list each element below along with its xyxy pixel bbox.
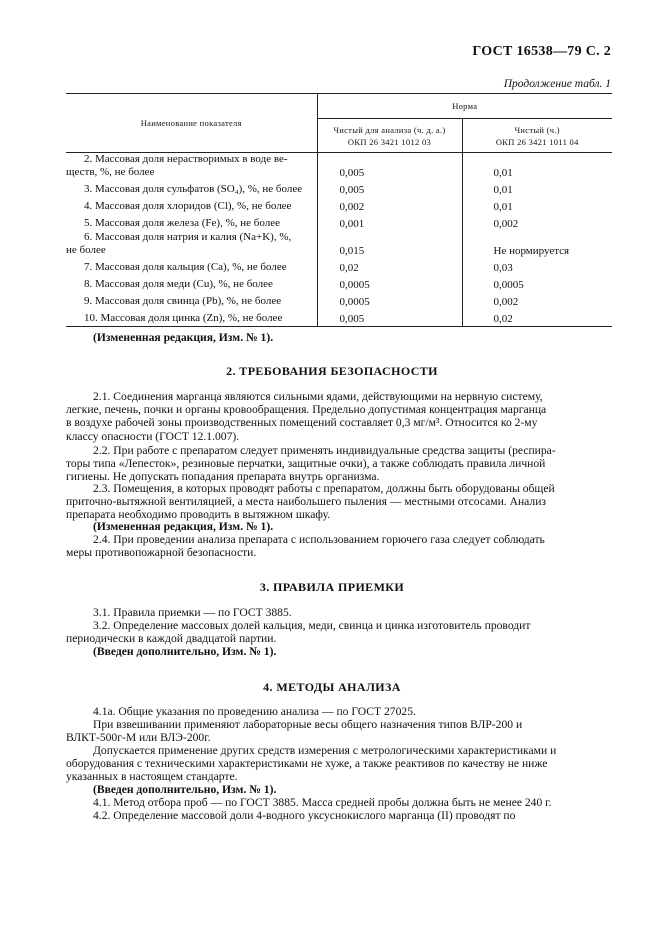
value-pure-for-analysis: 0,015 <box>317 231 462 258</box>
indicator-name <box>66 180 317 197</box>
amendment-note-3: (Введен дополнительно, Изм. № 1). <box>93 645 277 658</box>
indicator-name-line: 7. Массовая доля кальция (Ca), %, не более <box>84 261 287 273</box>
indicator-name <box>66 231 317 258</box>
column-a-header <box>317 119 462 153</box>
paragraph-2-1 <box>66 390 598 443</box>
column-a-title: Чистый для анализа (ч. д. а.) <box>333 124 446 135</box>
value-pure-for-analysis: 0,005 <box>317 180 462 197</box>
value-pure: Не нормируется <box>462 231 612 258</box>
document-reference: ГОСТ 16538—79 С. 2 <box>472 44 611 59</box>
column-a-code: ОКП 26 3421 1012 03 <box>347 136 432 147</box>
indicator-name <box>66 197 317 214</box>
text-line: классу опасности (ГОСТ 12.1.007). <box>66 429 240 443</box>
text-line: указанных в настоящем стандарте. <box>66 770 238 784</box>
paragraph-3-1: 3.1. Правила приемки — по ГОСТ 3885. <box>93 606 292 619</box>
indicator-name-line: 2. Массовая доля нерастворимых в воде ве- <box>84 153 288 165</box>
column-b-code: ОКП 26 3421 1011 04 <box>495 136 579 147</box>
table-row <box>66 231 612 258</box>
norms-table <box>66 93 612 327</box>
indicator-name-line: 3. Массовая доля сульфатов (SO₄), %, не более <box>84 183 303 195</box>
table-header-row <box>66 94 612 119</box>
amendment-note-4: (Введен дополнительно, Изм. № 1). <box>93 783 277 796</box>
text-line: гигиены. Не допускать попадания препарата внутрь организма. <box>66 470 380 484</box>
table-row <box>66 180 612 197</box>
paragraph-2-3 <box>66 482 598 522</box>
indicator-name <box>66 214 317 231</box>
text-line: торы типа «Лепесток», резиновые перчатки, защитные очки), а также соблюдать правила личной <box>66 457 546 471</box>
column-b-header <box>462 119 612 153</box>
value-pure-for-analysis: 0,005 <box>317 153 462 181</box>
indicator-name <box>66 275 317 292</box>
table-row <box>66 153 612 181</box>
table-row <box>66 309 612 327</box>
section-3-title: 3. ПРАВИЛА ПРИЕМКИ <box>259 580 405 594</box>
indicator-name <box>66 153 317 181</box>
indicator-name-line: ществ, %, не более <box>66 166 155 178</box>
paragraph-4-2: 4.2. Определение массовой доли 4-водного уксуснокислого марганца (II) проводят по <box>93 809 516 822</box>
value-pure: 0,01 <box>462 180 612 197</box>
text-line: периодически в каждой двадцатой партии. <box>66 632 277 646</box>
indicator-name-line: не более <box>66 244 106 256</box>
value-pure-for-analysis: 0,005 <box>317 309 462 327</box>
text-line: 2.1. Соединения марганца являются сильными ядами, действующими на нервную систему, <box>93 390 543 403</box>
value-pure: 0,02 <box>462 309 612 327</box>
value-pure-for-analysis: 0,0005 <box>317 275 462 292</box>
text-line: оборудования с техническими характеристиками не хуже, а также реактивов по качеству не ниже <box>66 757 548 771</box>
text-line: 2.3. Помещения, в которых проводят работы с препаратом, должны быть оборудованы общей <box>93 482 555 495</box>
text-line: 2.4. При проведении анализа препарата с использованием горючего газа следует соблюдать <box>93 533 545 546</box>
column-norm-header: Норма <box>317 94 612 119</box>
table-row <box>66 197 612 214</box>
indicator-name-line: 4. Массовая доля хлоридов (Cl), %, не более <box>84 200 292 212</box>
table-row <box>66 292 612 309</box>
text-line: 2.2. При работе с препаратом следует применять индивидуальные средства защиты (респира- <box>93 444 556 457</box>
value-pure-for-analysis: 0,0005 <box>317 292 462 309</box>
value-pure-for-analysis: 0,002 <box>317 197 462 214</box>
indicator-name-line: 6. Массовая доля натрия и калия (Na+K), %, <box>84 231 292 243</box>
value-pure: 0,01 <box>462 197 612 214</box>
paragraph-4-equipment <box>66 744 598 784</box>
paragraph-4-1a: 4.1а. Общие указания по проведению анализа — по ГОСТ 27025. <box>93 705 416 718</box>
indicator-name <box>66 292 317 309</box>
indicator-name-line: 8. Массовая доля меди (Cu), %, не более <box>84 278 273 290</box>
text-line: 3.2. Определение массовых долей кальция, меди, свинца и цинка изготовитель проводит <box>93 619 531 632</box>
value-pure: 0,01 <box>462 153 612 181</box>
table-row <box>66 258 612 275</box>
value-pure: 0,002 <box>462 214 612 231</box>
text-line: приточно-вытяжной вентиляцией, а места наибольшего пыления — местными отсосами. Анализ <box>66 495 546 509</box>
column-b-title: Чистый (ч.) <box>514 124 560 135</box>
indicator-name-line: 5. Массовая доля железа (Fe), %, не более <box>84 217 280 229</box>
table-body <box>66 153 612 327</box>
table-continuation-label: Продолжение табл. 1 <box>503 78 611 90</box>
table-row <box>66 214 612 231</box>
value-pure-for-analysis: 0,02 <box>317 258 462 275</box>
text-line: в воздухе рабочей зоны производственных помещений составляет 0,3 мг/м³. Относится ко 2-му <box>66 416 538 430</box>
paragraph-4-scales <box>66 718 598 744</box>
text-line: меры противопожарной безопасности. <box>66 546 257 560</box>
value-pure: 0,002 <box>462 292 612 309</box>
amendment-note-table: (Измененная редакция, Изм. № 1). <box>93 331 274 344</box>
value-pure: 0,03 <box>462 258 612 275</box>
paragraph-3-2 <box>66 619 598 645</box>
paragraph-2-2 <box>66 444 598 484</box>
paragraph-4-1: 4.1. Метод отбора проб — по ГОСТ 3885. Масса средней пробы должна быть не менее 240 г. <box>93 796 552 809</box>
text-line: Допускается применение других средств измерения с метрологическими характеристиками и <box>93 744 557 757</box>
text-line: При взвешивании применяют лабораторные весы общего назначения типов ВЛР-200 и <box>93 718 523 731</box>
indicator-name-line: 10. Массовая доля цинка (Zn), %, не более <box>84 312 283 324</box>
section-4-title: 4. МЕТОДЫ АНАЛИЗА <box>263 680 401 694</box>
amendment-note-2: (Измененная редакция, Изм. № 1). <box>93 520 274 533</box>
section-2-title: 2. ТРЕБОВАНИЯ БЕЗОПАСНОСТИ <box>226 364 438 378</box>
text-line: препарата необходимо проводить в вытяжном шкафу. <box>66 508 331 522</box>
value-pure-for-analysis: 0,001 <box>317 214 462 231</box>
text-line: ВЛКТ-500г-М или ВЛЭ-200г. <box>66 731 211 745</box>
indicator-name-line: 9. Массовая доля свинца (Pb), %, не более <box>84 295 282 307</box>
indicator-name <box>66 258 317 275</box>
value-pure: 0,0005 <box>462 275 612 292</box>
text-line: легкие, печень, почки и органы кровообращения. Предельно допустимая концентрация марганца <box>66 403 547 417</box>
paragraph-2-4 <box>66 533 598 559</box>
column-name-header: Наименование показателя <box>66 94 317 153</box>
table-row <box>66 275 612 292</box>
indicator-name <box>66 309 317 327</box>
